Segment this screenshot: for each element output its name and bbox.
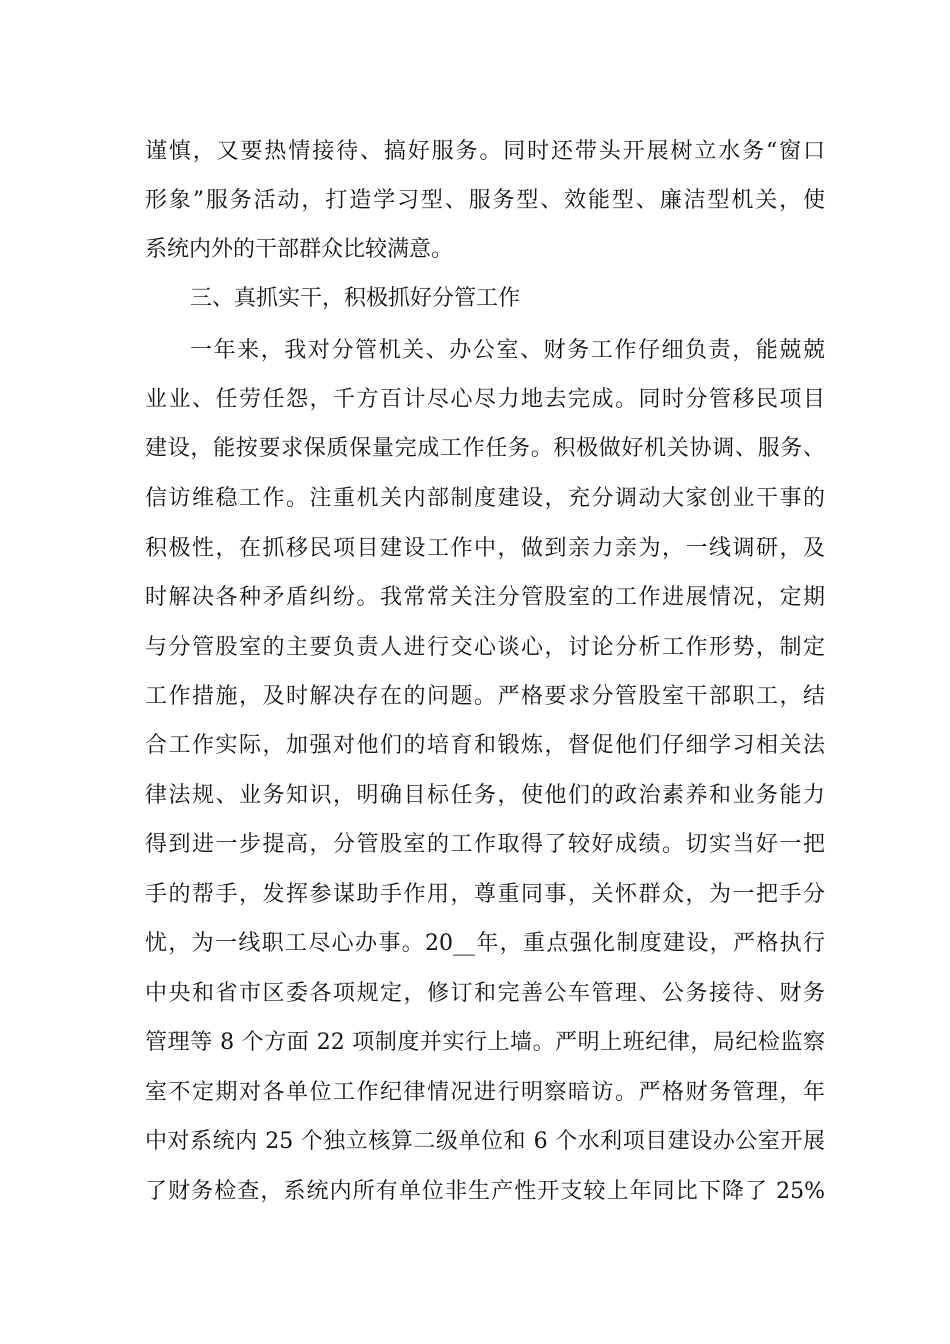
- text-line-10: 时解决各种矛盾纠纷。我常常关注分管股室的工作进展情况，定期: [145, 585, 825, 610]
- text-line-14: 律法规、业务知识，明确目标任务，使他们的政治素养和业务能力: [145, 783, 825, 808]
- text-line-11: 与分管股室的主要负责人进行交心谈心，讨论分析工作形势，制定: [145, 635, 825, 660]
- section-heading: 三、真抓实干，积极抓好分管工作: [190, 286, 521, 311]
- text-line-19: 管理等 8 个方面 22 项制度并实行上墙。严明上班纪律，局纪检监察: [145, 1030, 825, 1055]
- text-line-18: 中央和省市区委各项规定，修订和完善公车管理、公务接待、财务: [145, 981, 825, 1006]
- text-line-15: 得到进一步提高，分管股室的工作取得了较好成绩。切实当好一把: [145, 832, 825, 857]
- text-line-16: 手的帮手，发挥参谋助手作用，尊重同事，关怀群众，为一把手分: [145, 882, 825, 907]
- text-line-7: 建设，能按要求保质保量完成工作任务。积极做好机关协调、服务、: [145, 436, 825, 461]
- text-line-21: 中对系统内 25 个独立核算二级单位和 6 个水利项目建设办公室开展: [145, 1129, 825, 1154]
- text-line-9: 积极性，在抓移民项目建设工作中，做到亲力亲为，一线调研，及: [145, 536, 825, 561]
- text-line-5: 一年来，我对分管机关、办公室、财务工作仔细负责，能兢兢: [190, 338, 825, 363]
- text-line-8: 信访维稳工作。注重机关内部制度建设，充分调动大家创业干事的: [145, 486, 825, 511]
- text-line-2: 形象”服务活动，打造学习型、服务型、效能型、廉洁型机关，使: [145, 188, 825, 213]
- text-line-12: 工作措施，及时解决存在的问题。严格要求分管股室干部职工，结: [145, 684, 825, 709]
- text-line-3: 系统内外的干部群众比较满意。: [145, 237, 454, 262]
- text-line-17: 忧，为一线职工尽心办事。20__年，重点强化制度建设，严格执行: [145, 931, 825, 956]
- text-line-6: 业业、任劳任怨，千方百计尽心尽力地去完成。同时分管移民项目: [145, 387, 825, 412]
- text-line-20: 室不定期对各单位工作纪律情况进行明察暗访。严格财务管理，年: [145, 1080, 825, 1105]
- text-line-13: 合工作实际，加强对他们的培育和锻炼，督促他们仔细学习相关法: [145, 733, 825, 758]
- text-line-22: 了财务检查，系统内所有单位非生产性开支较上年同比下降了 25%: [145, 1179, 825, 1204]
- text-line-1: 谨慎，又要热情接待、搞好服务。同时还带头开展树立水务“窗口: [145, 139, 825, 164]
